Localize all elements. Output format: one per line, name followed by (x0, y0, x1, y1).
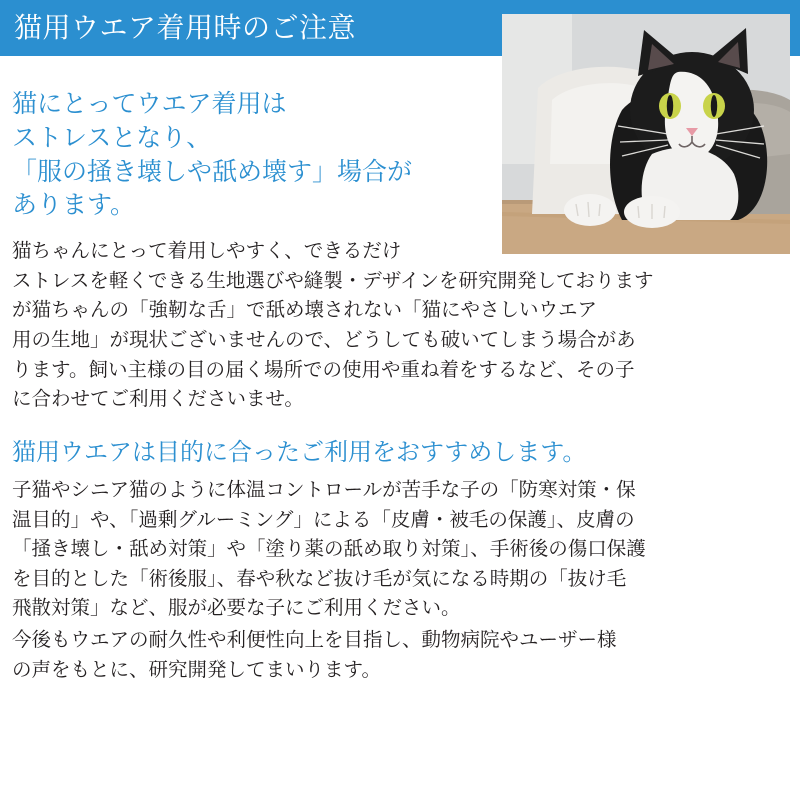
paragraph-2-line-4: を目的とした「術後服」、春や秋など抜け毛が気になる時期の「抜け毛 (12, 567, 627, 590)
lead-line-1: 猫にとってウエア着用は (12, 90, 287, 118)
paragraph-2-line-5: 飛散対策」など、服が必要な子にご利用ください。 (12, 597, 461, 620)
paragraph-1-line-4: 用の生地」が現状ございませんので、どうしても破いてしまう場合があ (12, 328, 636, 351)
paragraph-3 (12, 626, 784, 685)
lead-paragraph (12, 88, 512, 223)
paragraph-1-line-1: 猫ちゃんにとって着用しやすく、できるだけ (12, 240, 402, 262)
paragraph-1-line-6: に合わせてご利用くださいませ。 (12, 388, 304, 411)
paragraph-2 (12, 476, 784, 624)
lead-line-2: ストレスとなり、 (12, 123, 212, 152)
content-area (12, 60, 788, 685)
lead-line-3: 「服の掻き壊しや舐め壊す」場合が (12, 157, 413, 186)
paragraph-1-line-3: が猫ちゃんの「強靭な舌」で舐め壊されない「猫にやさしいウエア (12, 299, 598, 322)
paragraph-2-line-3: 「掻き壊し・舐め対策」や「塗り薬の舐め取り対策」、手術後の傷口保護 (12, 538, 646, 561)
lead-line-4: あります。 (12, 191, 136, 220)
paragraph-1-line-5: ります。飼い主様の目の届く場所での使用や重ね着をするなど、その子 (12, 358, 635, 381)
page-title: 猫用ウエア着用時のご注意 (14, 12, 357, 43)
paragraph-3-line-2: の声をもとに、研究開発してまいります。 (12, 658, 381, 681)
paragraph-3-line-1: 今後もウエアの耐久性や利便性向上を目指し、動物病院やユーザー様 (12, 629, 617, 652)
paragraph-2-line-1: 子猫やシニア猫のように体温コントロールが苦手な子の「防寒対策・保 (12, 478, 636, 501)
paragraph-2-line-2: 温目的」や、「過剰グルーミング」による「皮膚・被毛の保護」、皮膚の (12, 508, 635, 531)
subheading: 猫用ウエアは目的に合ったご利用をおすすめします。 (12, 438, 587, 466)
paragraph-1 (12, 237, 784, 415)
paragraph-1-line-2: ストレスを軽くできる生地選びや縫製・デザインを研究開発しております (12, 269, 654, 292)
